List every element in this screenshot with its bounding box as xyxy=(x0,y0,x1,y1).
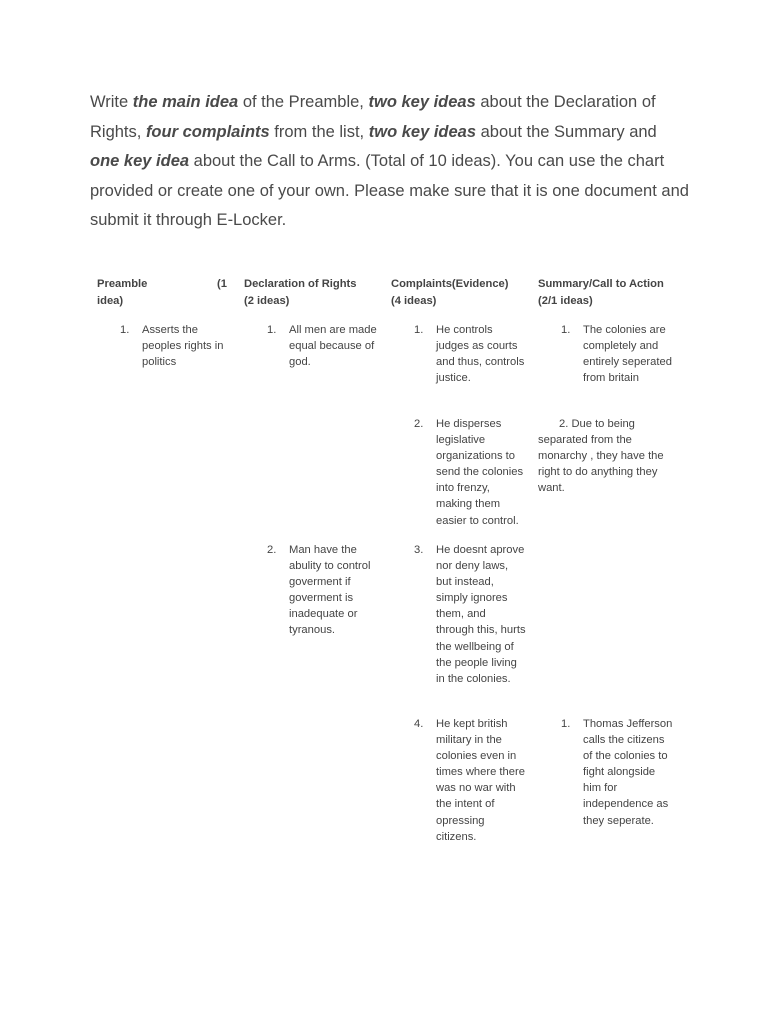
instructions-paragraph: Write the main idea of the Preamble, two key ideas about the Declaration of Rights, four complaints from the list, two key ideas about the Summary and one key idea about the Call to Arms. (Total of 10 ideas). You can use the chart provided or create one of your own. Please make sure that it is one document and submit it through E-Locker. xyxy=(90,93,689,230)
header-complaints: Complaints(Evidence) (4 ideas) xyxy=(391,278,509,307)
header-preamble: Preamble (1 idea) xyxy=(97,278,227,307)
summary-item: 2. Due to being separated from the monarchy , they have the right to do anything they want. xyxy=(538,418,664,495)
header-summary: Summary/Call to Action (2/1 ideas) xyxy=(538,278,664,307)
header-declaration: Declaration of Rights (2 ideas) xyxy=(244,278,357,307)
